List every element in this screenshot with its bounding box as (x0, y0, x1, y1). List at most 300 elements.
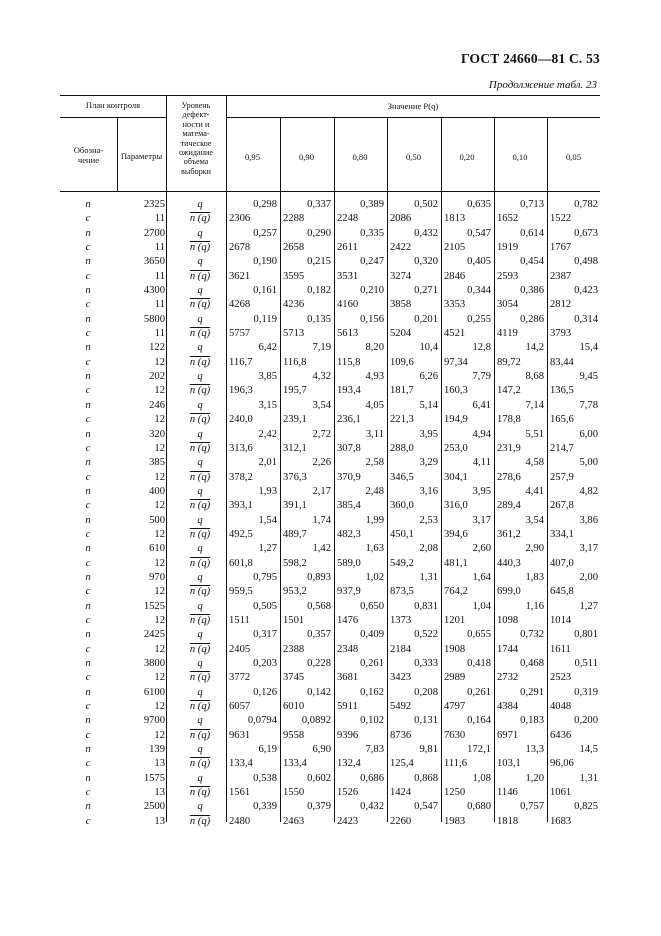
table-row (60, 413, 600, 427)
value-cell: 214,7 (550, 442, 574, 454)
value-cell: 2989 (444, 672, 466, 684)
params-cell: 12 (154, 586, 165, 598)
level-cell: q (197, 457, 203, 469)
value-cell: 1818 (497, 815, 519, 827)
value-cell: 231,9 (497, 442, 521, 454)
params-cell: 2325 (143, 199, 165, 210)
value-cell: 0,335 (360, 227, 384, 239)
value-cell: 0,142 (307, 686, 331, 698)
value-cell: 1,54 (258, 514, 277, 526)
rule-sub2 (226, 117, 600, 118)
value-cell: 1744 (497, 643, 519, 655)
value-cell: 0,286 (520, 313, 544, 325)
value-cell: 289,4 (497, 500, 521, 512)
value-cell: 1,64 (472, 571, 491, 583)
value-cell: 4,58 (525, 457, 544, 469)
value-cell: 97,34 (444, 356, 468, 368)
value-cell: 236,1 (337, 414, 361, 426)
designation-cell: n (85, 457, 91, 469)
rule-top (60, 95, 600, 96)
table-row (60, 815, 600, 829)
value-cell: 304,1 (444, 471, 468, 483)
value-cell: 391,1 (283, 500, 307, 512)
value-cell: 3793 (550, 328, 572, 340)
level-cell: q (197, 715, 203, 727)
value-cell: 645,8 (550, 586, 574, 598)
value-cell: 440,3 (497, 557, 521, 569)
level-cell: q (197, 428, 203, 440)
value-cell: 0,215 (307, 256, 331, 268)
params-cell: 12 (154, 471, 165, 483)
params-cell: 13 (154, 815, 165, 827)
params-cell: 11 (154, 270, 165, 282)
value-cell: 360,0 (390, 500, 414, 512)
value-cell: 7,79 (472, 371, 491, 383)
prob-header: 0,05 (565, 152, 582, 162)
value-cell: 89,72 (497, 356, 521, 368)
designation-cell: c (85, 528, 91, 540)
params-cell: 385 (149, 457, 165, 469)
designation-cell: n (85, 313, 91, 325)
value-cell: 1424 (390, 787, 412, 799)
designation-cell: n (85, 285, 91, 297)
table-row (60, 528, 600, 542)
params-cell: 13 (154, 758, 165, 770)
params-cell: 12 (154, 672, 165, 684)
level-cell: n (q) (189, 500, 211, 512)
value-cell: 1501 (283, 614, 305, 626)
designation-cell: n (85, 801, 91, 813)
params-cell: 6100 (143, 686, 165, 698)
designation-cell: c (85, 242, 91, 254)
value-cell: 492,5 (229, 528, 253, 540)
value-cell: 0,655 (467, 629, 491, 641)
level-cell: n (q) (189, 815, 211, 827)
value-cell: 3,95 (419, 428, 438, 440)
value-cell: 181,7 (390, 385, 414, 397)
params-cell: 12 (154, 356, 165, 368)
value-cell: 0,135 (307, 313, 331, 325)
designation-cell: n (85, 629, 91, 641)
params-cell: 1575 (143, 772, 165, 784)
value-cell: 4,05 (365, 399, 384, 411)
value-cell: 1,74 (312, 514, 331, 526)
value-cell: 378,2 (229, 471, 253, 483)
value-cell: 125,4 (390, 758, 414, 770)
value-cell: 2086 (390, 213, 412, 225)
value-cell: 1,04 (472, 600, 491, 612)
value-cell: 0,614 (520, 227, 544, 239)
value-cell: 1767 (550, 242, 572, 254)
value-cell: 4797 (444, 701, 466, 713)
designation-cell: n (85, 772, 91, 784)
table-continuation-label: Продолжение табл. 23 (488, 79, 597, 91)
prob-header: 0,50 (405, 152, 422, 162)
value-cell: 4119 (497, 328, 518, 340)
value-cell: 136,5 (550, 385, 574, 397)
value-cell: 2423 (337, 815, 359, 827)
params-cell: 9700 (143, 715, 165, 727)
value-cell: 7,14 (525, 399, 544, 411)
value-cell: 3,17 (579, 543, 598, 555)
value-cell: 0,119 (253, 313, 277, 325)
params-cell: 12 (154, 557, 165, 569)
page-header: ГОСТ 24660—81 С. 53 (461, 51, 600, 66)
value-cell: 5204 (390, 328, 412, 340)
designation-cell: c (85, 299, 91, 311)
value-cell: 6,90 (312, 744, 331, 756)
value-cell: 5,51 (525, 428, 544, 440)
value-group-header: Значение P(q) (387, 101, 439, 111)
value-cell: 0,782 (574, 199, 598, 210)
value-cell: 6057 (229, 701, 251, 713)
value-cell: 2678 (229, 242, 251, 254)
value-cell: 109,6 (390, 356, 414, 368)
value-cell: 1,31 (579, 772, 598, 784)
value-cell: 0,182 (307, 285, 331, 297)
value-cell: 0,201 (414, 313, 438, 325)
value-cell: 193,4 (337, 385, 361, 397)
value-cell: 9396 (337, 729, 359, 741)
value-cell: 4,32 (312, 371, 331, 383)
level-cell: n (q) (189, 557, 211, 569)
value-cell: 3595 (283, 270, 305, 282)
value-cell: 221,3 (390, 414, 414, 426)
value-cell: 3,15 (258, 399, 277, 411)
level-cell: q (197, 285, 203, 297)
level-cell: q (197, 227, 203, 239)
value-cell: 2,58 (365, 457, 384, 469)
value-cell: 2422 (390, 242, 412, 254)
value-cell: 0,156 (360, 313, 384, 325)
value-cell: 0,162 (360, 686, 384, 698)
designation-cell: c (85, 614, 91, 626)
table-row (60, 227, 600, 241)
value-cell: 407,0 (550, 557, 574, 569)
rule-sub (60, 117, 166, 118)
value-cell: 2,42 (258, 428, 277, 440)
value-cell: 3,29 (419, 457, 438, 469)
params-cell: 610 (149, 543, 165, 555)
value-cell: 4,11 (472, 457, 491, 469)
designation-cell: c (85, 471, 91, 483)
value-cell: 4048 (550, 701, 572, 713)
table-row (60, 542, 600, 556)
value-cell: 2,90 (525, 543, 544, 555)
value-cell: 2658 (283, 242, 305, 254)
table-row (60, 499, 600, 513)
value-cell: 2348 (337, 643, 359, 655)
value-cell: 3858 (390, 299, 412, 311)
value-cell: 1526 (337, 787, 359, 799)
value-cell: 2288 (283, 213, 305, 225)
value-cell: 0,271 (414, 285, 438, 297)
table-row (60, 772, 600, 786)
value-cell: 0,831 (414, 600, 438, 612)
value-cell: 5,00 (579, 457, 598, 469)
value-cell: 3,54 (525, 514, 544, 526)
value-cell: 1,27 (579, 600, 598, 612)
value-cell: 0,257 (253, 227, 277, 239)
value-cell: 1,99 (365, 514, 384, 526)
value-cell: 0,801 (574, 629, 598, 641)
value-cell: 165,6 (550, 414, 574, 426)
value-cell: 8736 (390, 729, 412, 741)
value-cell: 873,5 (390, 586, 414, 598)
table-row (60, 327, 600, 341)
value-cell: 133,4 (229, 758, 253, 770)
value-cell: 5,14 (419, 399, 438, 411)
table-body (60, 198, 600, 829)
value-cell: 240,0 (229, 414, 253, 426)
value-cell: 0,511 (574, 658, 598, 669)
designation-cell: c (85, 500, 91, 512)
level-cell: n (q) (189, 787, 211, 799)
table-row (60, 471, 600, 485)
table-row (60, 600, 600, 614)
value-cell: 2306 (229, 213, 251, 225)
params-cell: 3800 (143, 658, 165, 669)
value-cell: 3531 (337, 270, 359, 282)
value-cell: 481,1 (444, 557, 468, 569)
value-cell: 257,9 (550, 471, 574, 483)
table-row (60, 428, 600, 442)
value-cell: 1652 (497, 213, 519, 225)
designation-cell: c (85, 442, 91, 454)
value-cell: 5613 (337, 328, 359, 340)
designation-cell: n (85, 744, 91, 756)
params-cell: 122 (149, 342, 165, 354)
value-cell: 0,290 (307, 227, 331, 239)
level-cell: q (197, 514, 203, 526)
level-cell: n (q) (189, 356, 211, 368)
value-cell: 2,17 (312, 485, 331, 497)
level-cell: n (q) (189, 328, 211, 340)
table-row (60, 786, 600, 800)
designation-cell: c (85, 643, 91, 655)
value-cell: 1522 (550, 213, 572, 225)
designation-cell: n (85, 342, 91, 354)
level-cell: n (q) (189, 299, 211, 311)
value-cell: 0,247 (360, 256, 384, 268)
value-cell: 7,78 (579, 399, 598, 411)
value-cell: 0,183 (520, 715, 544, 727)
value-cell: 116,7 (229, 356, 253, 368)
value-cell: 4,93 (365, 371, 384, 383)
value-cell: 0,468 (520, 658, 544, 669)
value-cell: 2405 (229, 643, 251, 655)
value-cell: 0,161 (253, 285, 277, 297)
table-row (60, 714, 600, 728)
value-cell: 1683 (550, 815, 572, 827)
designation-cell: n (85, 399, 91, 411)
value-cell: 4,41 (525, 485, 544, 497)
value-cell: 0,344 (467, 285, 491, 297)
level-cell: q (197, 485, 203, 497)
value-cell: 376,3 (283, 471, 307, 483)
rule-head-bottom (60, 191, 600, 192)
level-header: Уровень дефект- ности и матема- тическое ожидание объема выборки (178, 101, 214, 176)
value-cell: 111,6 (444, 758, 468, 770)
level-cell: n (q) (189, 385, 211, 397)
value-cell: 253,0 (444, 442, 468, 454)
value-cell: 0,208 (414, 686, 438, 698)
value-cell: 1550 (283, 787, 305, 799)
table-row (60, 356, 600, 370)
value-cell: 0,825 (574, 801, 598, 813)
value-cell: 3621 (229, 270, 251, 282)
params-cell: 12 (154, 500, 165, 512)
value-cell: 4160 (337, 299, 359, 311)
value-cell: 312,1 (283, 442, 307, 454)
prob-header: 0,10 (512, 152, 528, 162)
value-cell: 3,16 (419, 485, 438, 497)
value-cell: 1201 (444, 614, 466, 626)
value-cell: 1,83 (525, 571, 544, 583)
value-cell: 0,795 (253, 571, 277, 583)
value-cell: 346,5 (390, 471, 414, 483)
value-cell: 1146 (497, 787, 518, 799)
value-cell: 1061 (550, 787, 572, 799)
value-cell: 0,602 (307, 772, 331, 784)
value-cell: 172,1 (467, 744, 491, 756)
value-cell: 0,317 (253, 629, 277, 641)
value-cell: 2,72 (312, 428, 331, 440)
params-cell: 13 (154, 787, 165, 799)
designation-cell: n (85, 600, 91, 612)
value-cell: 0,298 (253, 199, 277, 210)
value-cell: 1,08 (472, 772, 491, 784)
designation-cell: n (85, 715, 91, 727)
level-cell: n (q) (189, 586, 211, 598)
value-cell: 9631 (229, 729, 251, 741)
designation-cell: n (85, 199, 91, 210)
level-cell: n (q) (189, 270, 211, 282)
table-row (60, 614, 600, 628)
value-cell: 0,261 (467, 686, 491, 698)
value-cell: 0,409 (360, 629, 384, 641)
level-cell: n (q) (189, 242, 211, 254)
value-cell: 116,8 (283, 356, 307, 368)
plan-header: План контроля (85, 100, 141, 110)
value-cell: 0,893 (307, 571, 331, 583)
designation-cell: c (85, 356, 91, 368)
value-cell: 3,95 (472, 485, 491, 497)
params-cell: 12 (154, 729, 165, 741)
value-cell: 0,713 (520, 199, 544, 210)
value-cell: 2611 (337, 242, 358, 254)
value-cell: 589,0 (337, 557, 361, 569)
value-cell: 0,680 (467, 801, 491, 813)
value-cell: 0,547 (414, 801, 438, 813)
value-cell: 3423 (390, 672, 412, 684)
params-cell: 12 (154, 614, 165, 626)
level-cell: n (q) (189, 528, 211, 540)
value-cell: 13,3 (525, 744, 544, 756)
value-cell: 764,2 (444, 586, 468, 598)
level-cell: q (197, 313, 203, 325)
designation-cell: c (85, 385, 91, 397)
value-cell: 385,4 (337, 500, 361, 512)
value-cell: 5492 (390, 701, 412, 713)
params-cell: 12 (154, 643, 165, 655)
value-cell: 2846 (444, 270, 466, 282)
params-cell: 202 (149, 371, 165, 383)
value-cell: 1250 (444, 787, 466, 799)
table-row (60, 298, 600, 312)
table-row (60, 643, 600, 657)
value-cell: 7,19 (312, 342, 331, 354)
designation-cell: c (85, 787, 91, 799)
value-cell: 14,5 (579, 744, 598, 756)
table-row (60, 757, 600, 771)
table-row (60, 198, 600, 212)
value-cell: 334,1 (550, 528, 574, 540)
value-cell: 1,27 (258, 543, 277, 555)
table-row (60, 571, 600, 585)
value-cell: 0,522 (414, 629, 438, 641)
value-cell: 4236 (283, 299, 305, 311)
value-cell: 1,93 (258, 485, 277, 497)
value-cell: 133,4 (283, 758, 307, 770)
designation-cell: n (85, 371, 91, 383)
value-cell: 115,8 (337, 356, 361, 368)
level-cell: n (q) (189, 643, 211, 655)
value-cell: 10,4 (419, 342, 438, 354)
value-cell: 5757 (229, 328, 251, 340)
value-cell: 7630 (444, 729, 466, 741)
value-cell: 0,732 (520, 629, 544, 641)
params-cell: 246 (149, 399, 165, 411)
value-cell: 2,00 (579, 571, 598, 583)
designation-cell: c (85, 758, 91, 770)
level-cell: n (q) (189, 758, 211, 770)
table-row (60, 671, 600, 685)
value-cell: 15,4 (579, 342, 598, 354)
value-cell: 2812 (550, 299, 572, 311)
value-cell: 0,164 (467, 715, 491, 727)
value-cell: 6010 (283, 701, 305, 713)
level-cell: q (197, 342, 203, 354)
value-cell: 0,505 (253, 600, 277, 612)
table-row (60, 514, 600, 528)
designation-cell: n (85, 227, 91, 239)
value-cell: 3,85 (258, 371, 277, 383)
value-cell: 3772 (229, 672, 251, 684)
level-cell: q (197, 256, 203, 268)
value-cell: 0,357 (307, 629, 331, 641)
value-cell: 0,386 (520, 285, 544, 297)
value-cell: 6971 (497, 729, 519, 741)
level-cell: n (q) (189, 442, 211, 454)
value-cell: 178,8 (497, 414, 521, 426)
value-cell: 1813 (444, 213, 466, 225)
value-cell: 0,291 (520, 686, 544, 698)
value-cell: 1,42 (312, 543, 331, 555)
value-cell: 2,60 (472, 543, 491, 555)
value-cell: 2,53 (419, 514, 438, 526)
params-cell: 12 (154, 414, 165, 426)
params-cell: 2425 (143, 629, 165, 641)
table-row (60, 657, 600, 671)
value-cell: 0,203 (253, 658, 277, 669)
level-cell: n (q) (189, 729, 211, 741)
value-cell: 3,54 (312, 399, 331, 411)
value-cell: 0,314 (574, 313, 598, 325)
value-cell: 96,06 (550, 758, 574, 770)
table-row (60, 284, 600, 298)
value-cell: 0,686 (360, 772, 384, 784)
